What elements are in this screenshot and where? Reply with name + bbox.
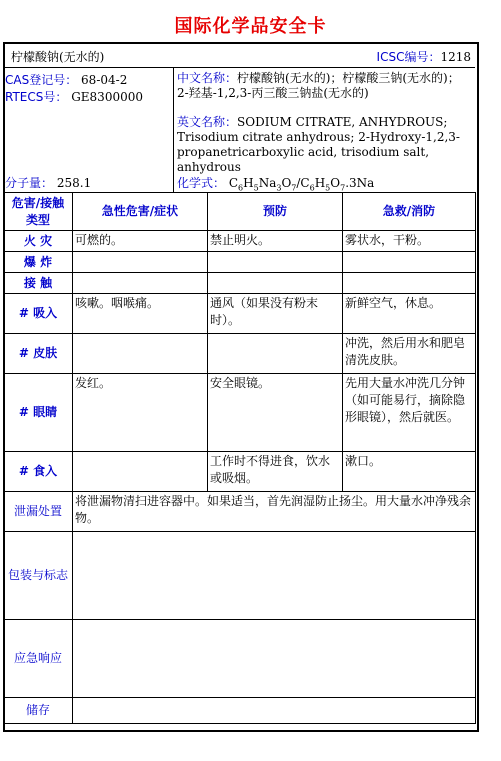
icsc-value: 1218 — [440, 50, 471, 64]
rtecs-field — [5, 88, 143, 105]
row-label-fire: 火 灾 — [4, 231, 73, 252]
chinese-names-field — [177, 71, 469, 101]
cn-name-label: 中文名称： — [177, 71, 238, 85]
skin-prevention — [208, 334, 343, 374]
contact-acute — [73, 273, 208, 294]
row-label-explosion: 爆 炸 — [4, 252, 73, 273]
table-row — [4, 294, 476, 334]
fire-acute: 可燃的。 — [73, 231, 208, 252]
row-label-inhalation: # 吸入 — [4, 294, 73, 334]
col-acute: 急性危害/症状 — [73, 193, 208, 231]
col-first-aid: 急救/消防 — [343, 193, 476, 231]
molecular-weight-field — [5, 174, 91, 191]
mw-label: 分子量： — [5, 176, 54, 190]
table-row — [4, 374, 476, 452]
contact-prevention — [208, 273, 343, 294]
ingestion-first-aid: 漱口。 — [343, 452, 476, 492]
explosion-prevention — [208, 252, 343, 273]
icsc-label: ICSC编号： — [376, 50, 441, 64]
cas-value: 68-04-2 — [81, 73, 128, 87]
skin-first-aid: 冲洗，然后用水和肥皂清洗皮肤。 — [343, 334, 476, 374]
explosion-acute — [73, 252, 208, 273]
eyes-first-aid: 先用大量水冲洗几分钟（如可能易行，摘除隐形眼镜），然后就医。 — [343, 374, 476, 452]
inhalation-acute: 咳嗽。咽喉痛。 — [73, 294, 208, 334]
col-prevention: 预防 — [208, 193, 343, 231]
eyes-acute: 发红。 — [73, 374, 208, 452]
rtecs-value: GE8300000 — [71, 90, 143, 104]
formula-field — [177, 174, 374, 192]
row-label-ingestion: # 食入 — [4, 452, 73, 492]
contact-first-aid — [343, 273, 476, 294]
english-names-field — [177, 115, 471, 175]
chinese-name: 柠檬酸钠(无水的) — [11, 50, 105, 64]
row-label-contact: 接 触 — [4, 273, 73, 294]
formula-label: 化学式： — [177, 176, 226, 190]
skin-acute — [73, 334, 208, 374]
cas-field — [5, 71, 127, 88]
table-row — [4, 334, 476, 374]
row-label-eyes: # 眼睛 — [4, 374, 73, 452]
en-name-label: 英文名称： — [177, 115, 238, 129]
name-row — [3, 44, 475, 68]
row-label-skin: # 皮肤 — [4, 334, 73, 374]
cn-name-value: 柠檬酸钠(无水的)；柠檬酸三钠(无水的)；2-羟基-1,2,3-丙三酸三钠盐(无水的) — [177, 71, 460, 100]
spill-text: 将泄漏物清扫进容器中。如果适当，首先润湿防止扬尘。用大量水冲净残余物。 — [73, 492, 476, 532]
table-row — [4, 252, 476, 273]
packaging-text — [73, 532, 476, 620]
row-label-packaging: 包装与标志 — [4, 532, 73, 620]
storage-text — [73, 698, 476, 724]
ident-divider — [173, 68, 174, 192]
hazard-table — [3, 192, 476, 724]
row-label-storage: 储存 — [4, 698, 73, 724]
rtecs-label: RTECS号： — [5, 90, 68, 104]
col-type: 危害/接触类型 — [4, 193, 73, 231]
ingestion-acute — [73, 452, 208, 492]
card-title: 国际化学品安全卡 — [174, 16, 327, 37]
table-row — [4, 492, 476, 532]
fire-first-aid: 雾状水，干粉。 — [343, 231, 476, 252]
inhalation-prevention: 通风（如果没有粉末时）。 — [208, 294, 343, 334]
table-row — [4, 532, 476, 620]
emergency-text — [73, 620, 476, 698]
ingestion-prevention: 工作时不得进食，饮水或吸烟。 — [208, 452, 343, 492]
mw-value: 258.1 — [56, 176, 92, 190]
icsc-number-field — [377, 48, 471, 65]
row-label-emergency: 应急响应 — [4, 620, 73, 698]
fire-prevention: 禁止明火。 — [208, 231, 343, 252]
table-row — [4, 231, 476, 252]
en-name-value: SODIUM CITRATE, ANHYDROUS; Trisodium citrate anhydrous; 2-Hydroxy-1,2,3-propanetricarboxylic acid, trisodium salt, anhydrous — [177, 115, 460, 174]
cas-label: CAS登记号： — [5, 73, 78, 87]
table-header-row — [4, 193, 476, 231]
table-row — [4, 620, 476, 698]
table-row — [4, 452, 476, 492]
explosion-first-aid — [343, 252, 476, 273]
inhalation-first-aid: 新鲜空气，休息。 — [343, 294, 476, 334]
formula-value: $C_6H_5Na_3O_7/C_6H_5O_7.3Na$ — [228, 176, 375, 193]
row-label-spill: 泄漏处置 — [4, 492, 73, 532]
eyes-prevention: 安全眼镜。 — [208, 374, 343, 452]
identification-block — [3, 68, 475, 192]
table-row — [4, 273, 476, 294]
table-row — [4, 698, 476, 724]
